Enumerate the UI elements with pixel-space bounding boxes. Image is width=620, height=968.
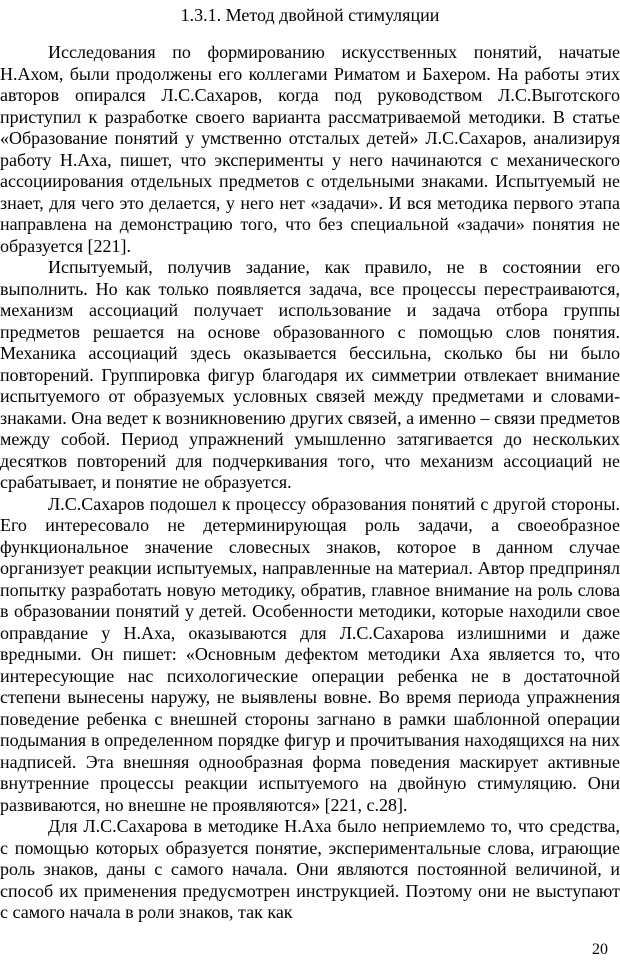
paragraph: Исследования по формированию искусственных понятий, начатые Н.Ахом, были продолжены его коллегами Риматом и Бахером. На работы этих авторов опирался Л.С.Сахаров, когда под руководством Л.С.Выготского приступил к разработке своего варианта рассматриваемой методики. В статье «Образование понятий у умственно отсталых детей» Л.С.Сахаров, анализируя работу Н.Аха, пишет, что эксперименты у него начинаются с механического ассоциирования отдельных предметов с отдельными знаками. Испытуемый не знает, для чего это делается, у него нет «задачи». И вся методика первого этапа направлена на демонстрацию того, что без специальной «задачи» понятия не образуется [221]. — [0, 42, 620, 256]
body-text — [0, 42, 620, 924]
page-number: 20 — [592, 941, 608, 958]
paragraph: Л.С.Сахаров подошел к процессу образования понятий с другой стороны. Его интересовало не детерминирующая роль задачи, а своеобразное функциональное значение словесных знаков, которое в данном случае организует реакции испытуемых, направленные на материал. Автор предпринял попытку разработать новую методику, обратив, главное внимание на роль слова в образовании понятий у детей. Особенности методики, которые находили свое оправдание у Н.Аха, оказываются для Л.С.Сахарова излишними и даже вредными. Он пишет: «Основным дефектом методики Аха является то, что интересующие нас психологические операции ребенка не в достаточной степени вынесены наружу, не выявлены вовне. Во время периода упражнения поведение ребенка с внешней стороны загнано в рамки шаблонной операции подымания в определенном порядке фигур и прочитывания находящихся на них надписей. Эта внешняя однообразная форма поведения маскирует активные внутренние процессы реакции испытуемого на двойную стимуляцию. Они развиваются, но внешне не проявляются» [221, с.28]. — [0, 493, 620, 815]
paragraph: Испытуемый, получив задание, как правило, не в состоянии его выполнить. Но как только появляется задача, все процессы перестраиваются, механизм ассоциаций получает использование и задача отбора группы предметов решается на основе образованного с помощью слов понятия. Механика ассоциаций здесь оказывается бессильна, сколько бы ни было повторений. Группировка фигур благодаря их симметрии отвлекает внимание испытуемого от образуемых условных связей между предметами и словами-знаками. Она ведет к возникновению других связей, а именно – связи предметов между собой. Период упражнений умышленно затягивается до нескольких десятков повторений для подчеркивания того, что механизм ассоциаций не срабатывает, и понятие не образуется. — [0, 257, 620, 492]
section-heading: 1.3.1. Метод двойной стимуляции — [180, 5, 440, 25]
paragraph: Для Л.С.Сахарова в методике Н.Аха было неприемлемо то, что средства, с помощью которых образуется понятие, экспериментальные слова, играющие роль знаков, даны с самого начала. Они являются постоянной величиной, и способ их применения предусмотрен инструкцией. Поэтому они не выступают с самого начала в роли знаков, так как — [0, 816, 620, 922]
